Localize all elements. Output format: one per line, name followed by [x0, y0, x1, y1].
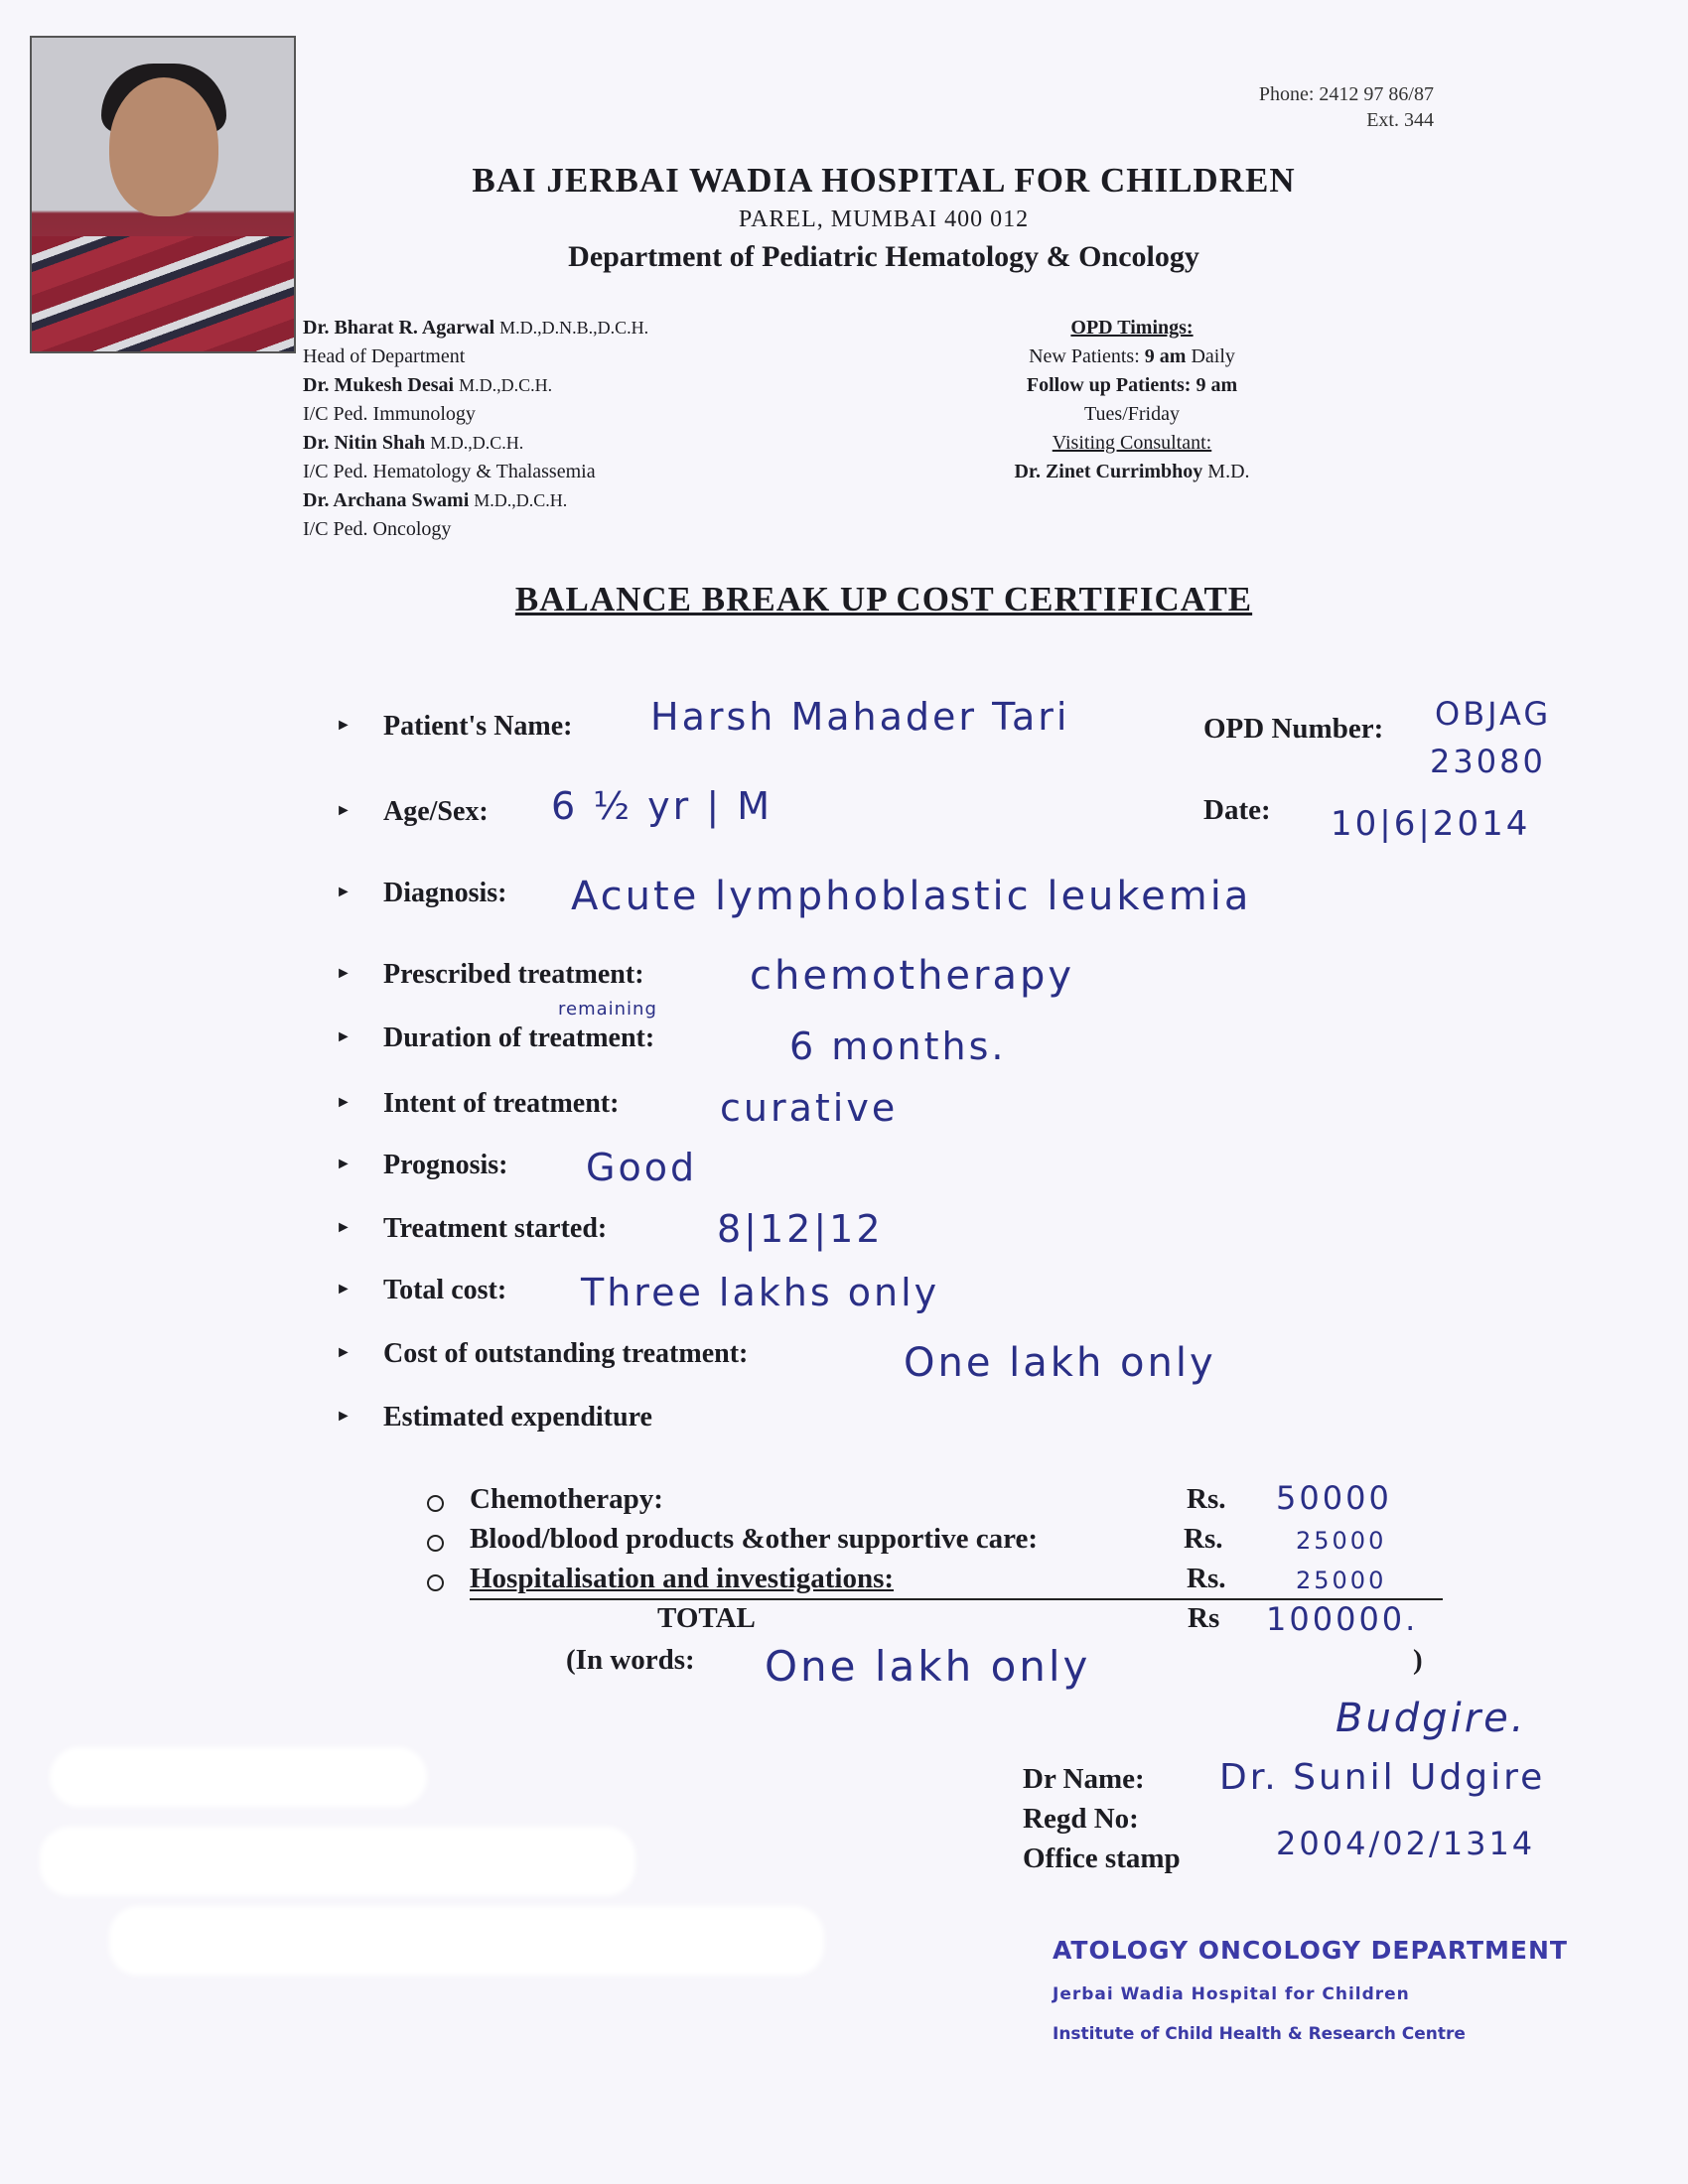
office-stamp-label: Office stamp [1023, 1843, 1181, 1874]
hospital-address: PAREL, MUMBAI 400 012 [738, 206, 1030, 232]
age-sex-value: 6 ½ yr | M [551, 784, 774, 828]
office-stamp [1053, 1936, 1569, 2044]
regd-value: 2004/02/1314 [1276, 1825, 1536, 1862]
doctor-list [303, 314, 648, 544]
age-sex-label: Age/Sex: [383, 796, 489, 827]
opd-followup-days: Tues/Friday [1084, 403, 1180, 425]
expenditure-currency: Rs. [1187, 1563, 1226, 1594]
doctor-role: Head of Department [303, 345, 466, 367]
doctor-entry [303, 486, 648, 515]
started-label: Treatment started: [383, 1213, 608, 1244]
prognosis-value: Good [586, 1146, 698, 1189]
doctor-name: Dr. Bharat R. Agarwal [303, 317, 495, 339]
opd-timings [953, 314, 1311, 486]
started-value: 8|12|12 [717, 1207, 884, 1251]
doctor-credentials: M.D.,D.C.H. [430, 433, 524, 453]
doctor-name: Dr. Nitin Shah [303, 432, 426, 454]
dr-name-label: Dr Name: [1023, 1763, 1145, 1795]
patient-name-value: Harsh Mahader Tari [650, 695, 1070, 739]
outstanding-value: One lakh only [904, 1340, 1216, 1386]
doctor-role: I/C Ped. Oncology [303, 518, 452, 540]
certificate-title: BALANCE BREAK UP COST CERTIFICATE [514, 580, 1253, 618]
expenditure-amount: 25000 [1296, 1527, 1387, 1555]
diagnosis-value: Acute lymphoblastic leukemia [571, 874, 1252, 919]
stamp-line3: Institute of Child Health & Research Centre [1053, 2024, 1466, 2044]
outstanding-label: Cost of outstanding treatment: [383, 1338, 749, 1369]
visiting-consultant-title: Visiting Consultant: [1052, 432, 1212, 454]
hospital-header [298, 159, 1470, 278]
prognosis-label: Prognosis: [383, 1150, 508, 1180]
intent-value: curative [720, 1086, 899, 1130]
doctor-signature: Budgire. [1336, 1696, 1527, 1741]
doctor-role: I/C Ped. Immunology [303, 403, 476, 425]
doctor-role: I/C Ped. Hematology & Thalassemia [303, 461, 596, 482]
prescribed-label: Prescribed treatment: [383, 959, 644, 990]
doctor-entry [303, 429, 648, 458]
redaction-mark [50, 1747, 427, 1807]
doctor-credentials: M.D.,D.C.H. [459, 375, 553, 395]
list-bullet [427, 1535, 444, 1552]
visiting-consultant: Dr. Zinet Currimbhoy M.D. [1014, 461, 1250, 482]
opd-number-line2: 23080 [1430, 743, 1546, 780]
opd-new-patients: New Patients: 9 am Daily [1029, 345, 1235, 367]
duration-value: 6 months. [789, 1024, 1007, 1068]
estimated-label: Estimated expenditure [383, 1402, 652, 1433]
total-cost-value: Three lakhs only [581, 1271, 940, 1314]
duration-insert: remaining [558, 999, 657, 1020]
opd-number-label: OPD Number: [1203, 713, 1384, 745]
expenditure-currency: Rs. [1184, 1523, 1223, 1555]
opd-number-line1: OBJAG [1435, 695, 1552, 733]
prescribed-value: chemotherapy [750, 953, 1075, 999]
hospital-name: BAI JERBAI WADIA HOSPITAL FOR CHILDREN [472, 161, 1296, 200]
phone-number: Phone: 2412 97 86/87 [1258, 83, 1434, 105]
total-label: TOTAL [657, 1602, 756, 1634]
opd-title: OPD Timings: [1070, 317, 1194, 339]
patient-photo [30, 36, 296, 353]
department-name: Department of Pediatric Hematology & Oncology [568, 240, 1199, 273]
date-label: Date: [1203, 794, 1271, 826]
phone-extension: Ext. 344 [1366, 109, 1434, 131]
date-value: 10|6|2014 [1331, 804, 1531, 844]
patient-name-label: Patient's Name: [383, 711, 573, 742]
dr-name-value: Dr. Sunil Udgire [1219, 1757, 1546, 1798]
in-words-label: (In words: [566, 1644, 695, 1676]
diagnosis-label: Diagnosis: [383, 878, 507, 908]
stamp-line2: Jerbai Wadia Hospital for Children [1053, 1984, 1410, 2004]
redaction-mark [40, 1827, 635, 1896]
redaction-mark [109, 1906, 824, 1976]
duration-label: Duration of treatment: [383, 1023, 655, 1053]
intent-label: Intent of treatment: [383, 1088, 620, 1119]
doctor-credentials: M.D.,D.N.B.,D.C.H. [499, 318, 649, 338]
regd-label: Regd No: [1023, 1803, 1139, 1835]
doctor-name: Dr. Mukesh Desai [303, 374, 455, 396]
list-bullet [427, 1495, 444, 1512]
total-cost-label: Total cost: [383, 1275, 507, 1305]
expenditure-amount: 25000 [1296, 1567, 1387, 1594]
total-amount: 100000. [1266, 1600, 1419, 1638]
stamp-line1: ATOLOGY ONCOLOGY DEPARTMENT [1053, 1936, 1568, 1965]
expenditure-label: Blood/blood products &other supportive care: [470, 1523, 1038, 1555]
expenditure-label: Hospitalisation and investigations: [470, 1563, 895, 1594]
phone-block [1172, 81, 1434, 133]
opd-followup-patients: Follow up Patients: 9 am [1026, 374, 1238, 396]
doctor-name: Dr. Archana Swami [303, 489, 470, 511]
doctor-credentials: M.D.,D.C.H. [474, 490, 568, 510]
total-currency: Rs [1188, 1602, 1220, 1634]
expenditure-amount: 50000 [1276, 1479, 1392, 1517]
expenditure-label: Chemotherapy: [470, 1483, 663, 1515]
expenditure-currency: Rs. [1187, 1483, 1226, 1515]
in-words-close: ) [1413, 1644, 1423, 1676]
list-bullet [427, 1574, 444, 1591]
doctor-entry [303, 314, 648, 342]
in-words-value: One lakh only [765, 1642, 1091, 1691]
doctor-entry [303, 371, 648, 400]
